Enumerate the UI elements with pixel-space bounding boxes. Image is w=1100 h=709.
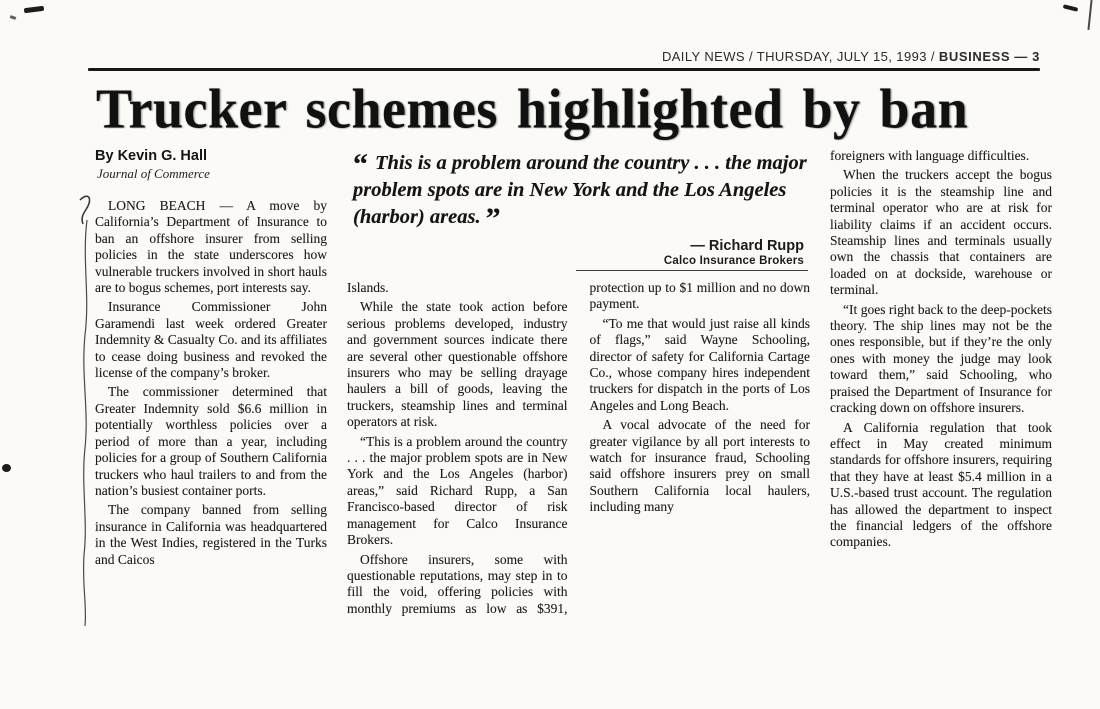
pull-quote-attribution-org: Calco Insurance Brokers — [663, 255, 804, 267]
pull-quote-attribution: — Richard Rupp — [690, 238, 804, 254]
paragraph: Islands. — [347, 280, 389, 295]
headline: Trucker schemes highlighted by ban — [96, 77, 969, 141]
scan-mark-top-left — [24, 6, 44, 13]
close-quote-mark: ” — [485, 202, 501, 235]
open-quote-mark: “ — [353, 148, 368, 181]
pull-quote-rule — [576, 270, 808, 271]
column-4 — [830, 148, 1052, 554]
pull-quote-text — [353, 148, 808, 235]
byline-author: By Kevin G. Hall — [95, 148, 208, 164]
paragraph: A California regulation that took effect in May created minimum standards for offshore insurers, requiring that they have at least $5.4 million in a U.S.-based trust account. The regulation has allowed the department to inspect the financial ledgers of the offshore companies. — [830, 419, 1052, 550]
scan-mark-right-edge — [1087, 0, 1092, 30]
middle-columns — [347, 280, 810, 632]
paragraph: Insurance Commissioner John Garamendi last week ordered Greater Indemnity & Casualty Co. and its affiliates to cease doing business and revoked the license of the company’s broker. — [95, 299, 327, 381]
masthead — [662, 49, 1040, 64]
paragraph: Offshore insurers, some with questionable reputations, may step in to fill the void, offering policies with monthly premiums as low as $391, protection up to $1 million and no down payment. — [347, 280, 810, 616]
paragraph: The company banned from selling insurance in California was headquartered in the West Indies, registered in the Turks and Caicos — [95, 502, 327, 567]
byline-organization: Journal of Commerce — [97, 166, 210, 181]
article-body — [95, 148, 1052, 632]
paragraph: foreigners with language difficulties. — [830, 148, 1030, 163]
scan-ink-blob-left — [2, 464, 11, 472]
scan-mark-top-right — [1063, 4, 1079, 12]
scan-mark-top-left-2 — [10, 15, 17, 20]
scan-squiggle-left-margin — [76, 190, 94, 630]
masthead-section: BUSINESS — 3 — [938, 49, 1040, 64]
paragraph: “This is a problem around the country . . . the major problem spots are in New York and the Los Angeles (harbor) areas,” said Richard Rupp, a San Francisco-based director of risk management for Calco Insurance Brokers. — [347, 433, 568, 548]
header-rule — [88, 68, 1040, 71]
paragraph: When the truckers accept the bogus policies it is the steamship line and terminal operator who are at risk for liability claims if an accident occurs. Steamship lines and terminals usually own the chassis that containers are loaded on at dockside, warehouse or terminal. — [830, 167, 1052, 298]
column-middle — [347, 148, 810, 632]
paragraph: While the state took action before serious problems developed, industry and government sources indicate there are several other questionable offshore insurers who may be selling drayage haulers a bill of goods, leaving the truckers, steamship lines and terminal operators at risk. — [347, 299, 568, 430]
paragraph: A vocal advocate of the need for greater vigilance by all port interests to watch for insurance fraud, Schooling said offshore insurers prey on small Southern California local haulers, including many — [589, 417, 810, 515]
paragraph: The commissioner determined that Greater Indemnity sold $6.6 million in potentially worthless policies over a period of more than a year, including policies for a group of Southern California truckers who haul trailers to and from the nation’s busiest container ports. — [95, 384, 327, 498]
paragraph: “To me that would just raise all kinds of flags,” said Wayne Schooling, director of safety for California Cartage Co., whose company hires independent truckers for dispatch in the ports of Los Angeles and Long Beach. — [589, 315, 810, 413]
paragraph: LONG BEACH — A move by California’s Department of Insurance to ban an offshore insurer from selling policies in the state underscores how vulnerable truckers involved in short hauls are to bogus schemes, port interests say. — [95, 198, 327, 296]
paragraph: “It goes right back to the deep-pockets theory. The ship lines may not be the ones responsible, but if they’re the only ones with money the judge may look toward them,” said Schooling, who praised the Department of Insurance for cracking down on offshore insurers. — [830, 301, 1052, 416]
masthead-date: DAILY NEWS / THURSDAY, JULY 15, 1993 / — [661, 49, 935, 64]
column-1 — [95, 148, 327, 571]
pull-quote — [347, 148, 810, 271]
pull-quote-body: This is a problem around the country . . . the major problem spots are in New York and the Los Angeles (harbor) areas. — [353, 152, 807, 228]
